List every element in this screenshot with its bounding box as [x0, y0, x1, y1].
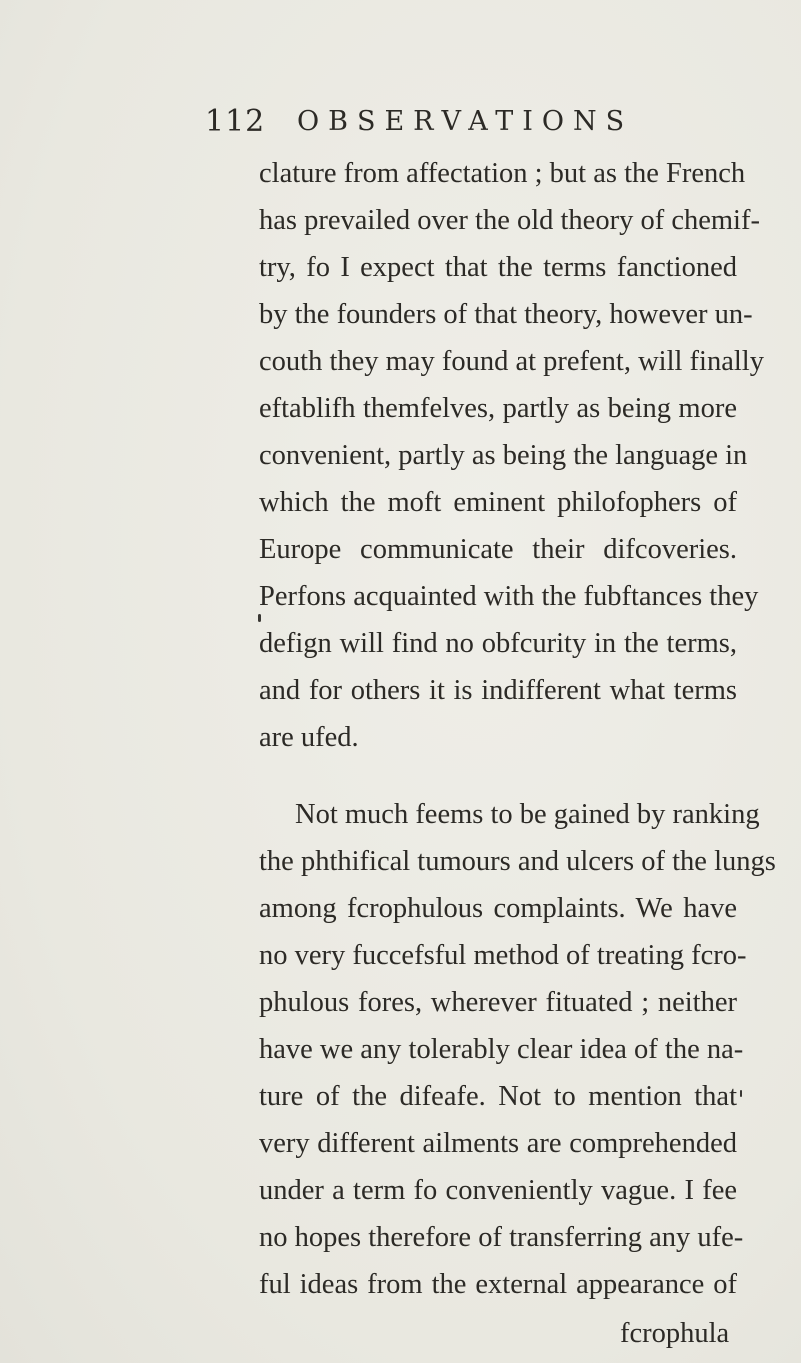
text-line: Europe communicate their difcoveries. [259, 534, 737, 565]
text-line: are ufed. [259, 722, 359, 753]
text-line: no very fuccefsful method of treating fcro- [259, 940, 747, 971]
text-line: try, fo I expect that the terms fanctioned [259, 252, 737, 283]
text-line: Perfons acquainted with the fubftances they [259, 581, 759, 612]
page-number: 112 [205, 104, 266, 139]
text-line: by the founders of that theory, however un- [259, 299, 753, 330]
running-head: OBSERVATIONS [297, 106, 634, 137]
text-line: among fcrophulous complaints. We have [259, 893, 737, 924]
text-line: under a term fo conveniently vague. I fee [259, 1175, 737, 1206]
text-line: have we any tolerably clear idea of the na- [259, 1034, 744, 1065]
text-line: convenient, partly as being the language in [259, 440, 748, 471]
text-line: couth they may found at prefent, will finally [259, 346, 764, 377]
text-line: has prevailed over the old theory of chemif- [259, 205, 760, 236]
text-line: the phthifical tumours and ulcers of the lungs [259, 846, 776, 877]
ink-mark [740, 1090, 742, 1097]
text-line: Not much feems to be gained by ranking [295, 799, 760, 830]
text-line: clature from affectation ; but as the French [259, 158, 746, 189]
text-line: eftablifh themfelves, partly as being more [259, 393, 737, 424]
page-header [205, 104, 725, 140]
ink-mark [258, 614, 261, 622]
text-line: no hopes therefore of transferring any ufe- [259, 1222, 744, 1253]
text-line: defign will find no obfcurity in the terms, [259, 628, 737, 659]
text-line: which the moft eminent philofophers of [259, 487, 737, 518]
catchword: fcrophula [620, 1318, 730, 1349]
text-line: very different ailments are comprehended [259, 1128, 737, 1159]
text-line: ful ideas from the external appearance of [259, 1269, 737, 1300]
text-line: and for others it is indifferent what terms [259, 675, 737, 706]
text-line: phulous fores, wherever fituated ; neither [259, 987, 737, 1018]
text-line: ture of the difeafe. Not to mention that [259, 1081, 737, 1112]
